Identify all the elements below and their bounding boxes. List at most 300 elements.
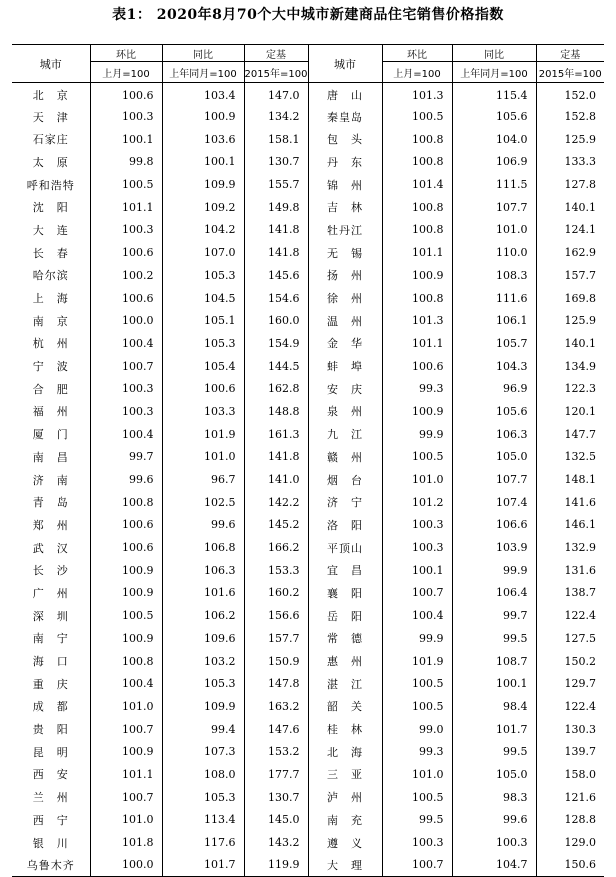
cell-yoy-left: 99.6 [162,514,244,537]
cell-base-right: 157.7 [536,264,604,287]
cell-base-right: 122.4 [536,604,604,627]
cell-base-right: 152.8 [536,105,604,128]
cell-city-left: 南 宁 [32,632,69,646]
cell-base-right: 150.2 [536,650,604,673]
cell-base-right: 140.1 [536,332,604,355]
cell-city-right: 桂 林 [308,718,382,741]
cell-base-right: 130.3 [536,718,604,741]
cell-yoy-right: 115.4 [452,83,536,106]
cell-city-right: 宜 昌 [308,559,382,582]
cell-yoy-right: 105.0 [452,763,536,786]
subheader-yoy-right: 上年同月=100 [452,62,536,83]
table-row [12,672,604,695]
table-row [12,423,604,446]
cell-city-left: 西 安 [32,768,69,782]
cell-yoy-right: 107.7 [452,468,536,491]
cell-yoy-right: 101.0 [452,219,536,242]
price-index-table [12,44,604,877]
cell-mom-left: 100.6 [90,83,162,106]
cell-city-right: 唐 山 [308,83,382,106]
cell-mom-right: 100.3 [382,514,452,537]
cell-yoy-right: 99.9 [452,559,536,582]
cell-mom-left: 99.8 [90,151,162,174]
cell-base-right: 125.9 [536,128,604,151]
table-row [12,695,604,718]
cell-mom-right: 99.3 [382,377,452,400]
cell-mom-right: 101.4 [382,173,452,196]
cell-yoy-right: 111.6 [452,287,536,310]
cell-mom-right: 100.8 [382,128,452,151]
table-row [12,468,604,491]
cell-mom-left: 100.3 [90,219,162,242]
cell-yoy-left: 103.4 [162,83,244,106]
cell-base-left: 130.7 [244,786,308,809]
cell-mom-left: 100.4 [90,672,162,695]
cell-mom-left: 100.6 [90,241,162,264]
cell-mom-right: 100.8 [382,151,452,174]
cell-base-right: 129.7 [536,672,604,695]
header-mom-left: 环比 [90,45,162,62]
cell-yoy-right: 98.3 [452,786,536,809]
cell-city-right: 丹 东 [308,151,382,174]
cell-mom-right: 100.5 [382,105,452,128]
table-row [12,559,604,582]
cell-city-left: 沈 阳 [32,201,69,215]
cell-city-right: 韶 关 [308,695,382,718]
cell-base-left: 154.9 [244,332,308,355]
subheader-base-right: 2015年=100 [536,62,604,83]
cell-base-left: 166.2 [244,536,308,559]
cell-yoy-left: 106.8 [162,536,244,559]
subheader-mom-left: 上月=100 [90,62,162,83]
cell-city-right: 大 理 [308,854,382,877]
cell-yoy-left: 103.3 [162,400,244,423]
table-row [12,196,604,219]
cell-base-right: 148.1 [536,468,604,491]
cell-city-right: 扬 州 [308,264,382,287]
cell-mom-left: 100.8 [90,650,162,673]
cell-base-left: 153.3 [244,559,308,582]
cell-mom-right: 101.0 [382,763,452,786]
cell-city-right: 安 庆 [308,377,382,400]
cell-city-left: 乌鲁木齐 [26,858,75,872]
cell-mom-right: 101.9 [382,650,452,673]
table-row [12,264,604,287]
table-header [12,45,604,83]
cell-mom-right: 101.3 [382,83,452,106]
cell-city-right: 蚌 埠 [308,355,382,378]
cell-base-left: 145.0 [244,809,308,832]
cell-base-left: 155.7 [244,173,308,196]
cell-city-right: 常 德 [308,627,382,650]
cell-yoy-right: 107.7 [452,196,536,219]
cell-base-left: 161.3 [244,423,308,446]
cell-base-right: 139.7 [536,740,604,763]
cell-yoy-left: 109.6 [162,627,244,650]
cell-base-left: 141.0 [244,468,308,491]
cell-mom-right: 99.0 [382,718,452,741]
cell-mom-left: 100.3 [90,105,162,128]
cell-base-left: 162.8 [244,377,308,400]
cell-yoy-left: 104.5 [162,287,244,310]
cell-city-right: 洛 阳 [308,514,382,537]
header-mom-right: 环比 [382,45,452,62]
cell-base-left: 157.7 [244,627,308,650]
cell-yoy-right: 108.3 [452,264,536,287]
cell-yoy-left: 103.6 [162,128,244,151]
cell-city-right: 包 头 [308,128,382,151]
cell-city-left: 济 南 [32,473,69,487]
table-row [12,763,604,786]
cell-city-right: 徐 州 [308,287,382,310]
cell-city-right: 秦皇岛 [308,105,382,128]
cell-yoy-left: 105.3 [162,264,244,287]
cell-mom-left: 100.3 [90,400,162,423]
cell-city-right: 岳 阳 [308,604,382,627]
cell-yoy-right: 107.4 [452,491,536,514]
cell-mom-right: 99.3 [382,740,452,763]
cell-city-left: 广 州 [32,586,69,600]
cell-mom-right: 101.1 [382,241,452,264]
header-base-left: 定基 [244,45,308,62]
cell-base-right: 127.8 [536,173,604,196]
cell-base-left: 163.2 [244,695,308,718]
cell-base-left: 156.6 [244,604,308,627]
cell-city-left: 郑 州 [32,518,69,532]
cell-mom-right: 99.9 [382,423,452,446]
table-row [12,355,604,378]
cell-city-left: 哈尔滨 [32,269,69,283]
cell-yoy-right: 106.1 [452,309,536,332]
table-row [12,332,604,355]
cell-city-right: 烟 台 [308,468,382,491]
cell-base-left: 160.0 [244,309,308,332]
cell-mom-left: 100.8 [90,491,162,514]
cell-city-left: 昆 明 [32,745,69,759]
cell-yoy-left: 107.3 [162,740,244,763]
cell-mom-left: 101.8 [90,831,162,854]
cell-yoy-left: 101.0 [162,446,244,469]
cell-mom-left: 100.0 [90,309,162,332]
cell-city-left: 杭 州 [32,337,69,351]
cell-yoy-left: 101.9 [162,423,244,446]
table-row [12,309,604,332]
cell-base-right: 162.9 [536,241,604,264]
cell-base-right: 140.1 [536,196,604,219]
cell-base-left: 144.5 [244,355,308,378]
cell-mom-left: 100.0 [90,854,162,877]
cell-mom-right: 101.2 [382,491,452,514]
cell-base-right: 169.8 [536,287,604,310]
cell-mom-right: 99.9 [382,627,452,650]
table-row [12,287,604,310]
cell-yoy-left: 108.0 [162,763,244,786]
cell-yoy-left: 107.0 [162,241,244,264]
cell-yoy-left: 100.1 [162,151,244,174]
cell-city-right: 南 充 [308,809,382,832]
table-row [12,582,604,605]
cell-mom-right: 100.5 [382,672,452,695]
cell-yoy-left: 109.9 [162,695,244,718]
cell-city-left: 武 汉 [32,541,69,555]
cell-base-right: 124.1 [536,219,604,242]
cell-yoy-left: 109.9 [162,173,244,196]
cell-base-right: 132.5 [536,446,604,469]
subheader-yoy-left: 上年同月=100 [162,62,244,83]
cell-base-left: 130.7 [244,151,308,174]
cell-base-left: 141.8 [244,241,308,264]
cell-city-left: 重 庆 [32,677,69,691]
cell-mom-right: 100.8 [382,287,452,310]
cell-base-left: 141.8 [244,446,308,469]
cell-yoy-right: 99.7 [452,604,536,627]
table-row [12,604,604,627]
cell-base-left: 149.8 [244,196,308,219]
cell-city-right: 吉 林 [308,196,382,219]
cell-mom-left: 100.5 [90,604,162,627]
cell-mom-left: 100.9 [90,627,162,650]
cell-yoy-right: 104.7 [452,854,536,877]
cell-city-left: 天 津 [32,110,69,124]
table-row [12,173,604,196]
cell-mom-left: 100.1 [90,128,162,151]
cell-city-left: 大 连 [32,223,69,237]
cell-yoy-right: 108.7 [452,650,536,673]
cell-mom-left: 100.3 [90,377,162,400]
cell-city-right: 襄 阳 [308,582,382,605]
cell-yoy-right: 110.0 [452,241,536,264]
cell-yoy-right: 104.0 [452,128,536,151]
cell-city-right: 泉 州 [308,400,382,423]
cell-mom-left: 100.7 [90,786,162,809]
table-row [12,219,604,242]
table-title: 表1： 2020年8月70个大中城市新建商品住宅销售价格指数 [112,7,504,23]
cell-base-right: 129.0 [536,831,604,854]
cell-mom-right: 101.3 [382,309,452,332]
cell-city-left: 深 圳 [32,609,69,623]
table-row [12,241,604,264]
cell-base-right: 152.0 [536,83,604,106]
cell-yoy-left: 102.5 [162,491,244,514]
table-row [12,718,604,741]
cell-yoy-left: 109.2 [162,196,244,219]
table-row [12,105,604,128]
cell-base-right: 132.9 [536,536,604,559]
cell-yoy-left: 103.2 [162,650,244,673]
cell-mom-left: 100.2 [90,264,162,287]
cell-mom-left: 100.9 [90,582,162,605]
cell-yoy-left: 105.3 [162,786,244,809]
cell-city-left: 太 原 [32,155,69,169]
cell-yoy-left: 117.6 [162,831,244,854]
cell-yoy-left: 100.9 [162,105,244,128]
cell-base-right: 122.4 [536,695,604,718]
cell-mom-right: 100.7 [382,582,452,605]
cell-base-right: 146.1 [536,514,604,537]
subheader-mom-right: 上月=100 [382,62,452,83]
table-row [12,740,604,763]
cell-city-left: 宁 波 [32,360,69,374]
cell-base-right: 131.6 [536,559,604,582]
cell-mom-left: 99.7 [90,446,162,469]
table-row [12,809,604,832]
cell-city-left: 长 春 [32,246,69,260]
cell-city-left: 厦 门 [32,428,69,442]
cell-yoy-right: 105.0 [452,446,536,469]
cell-mom-left: 101.1 [90,763,162,786]
table-row [12,627,604,650]
cell-yoy-right: 99.6 [452,809,536,832]
cell-city-right: 湛 江 [308,672,382,695]
table-row [12,446,604,469]
cell-city-left: 上 海 [32,292,69,306]
cell-yoy-right: 105.6 [452,105,536,128]
cell-city-right: 三 亚 [308,763,382,786]
cell-mom-left: 100.9 [90,559,162,582]
cell-yoy-left: 99.4 [162,718,244,741]
cell-city-left: 南 昌 [32,450,69,464]
cell-yoy-left: 105.4 [162,355,244,378]
cell-yoy-right: 106.4 [452,582,536,605]
cell-mom-right: 100.1 [382,559,452,582]
cell-mom-right: 100.4 [382,604,452,627]
cell-base-left: 153.2 [244,740,308,763]
table-row [12,854,604,877]
cell-mom-right: 100.8 [382,196,452,219]
cell-base-right: 158.0 [536,763,604,786]
cell-yoy-left: 105.3 [162,332,244,355]
cell-city-right: 金 华 [308,332,382,355]
cell-mom-left: 100.6 [90,287,162,310]
cell-yoy-left: 105.3 [162,672,244,695]
cell-yoy-right: 103.9 [452,536,536,559]
cell-yoy-right: 104.3 [452,355,536,378]
cell-mom-right: 99.5 [382,809,452,832]
subheader-base-left: 2015年=100 [244,62,308,83]
cell-yoy-left: 100.6 [162,377,244,400]
cell-yoy-right: 96.9 [452,377,536,400]
header-city-right: 城市 [308,45,382,83]
table-row [12,786,604,809]
cell-base-left: 145.2 [244,514,308,537]
cell-city-left: 北 京 [32,89,69,103]
cell-city-left: 海 口 [32,655,69,669]
cell-base-right: 134.9 [536,355,604,378]
table-row [12,536,604,559]
cell-mom-left: 100.6 [90,536,162,559]
cell-city-left: 长 沙 [32,564,69,578]
cell-mom-left: 100.7 [90,718,162,741]
table-row [12,377,604,400]
cell-yoy-right: 100.1 [452,672,536,695]
cell-city-right: 牡丹江 [308,219,382,242]
cell-mom-left: 100.7 [90,355,162,378]
cell-city-left: 贵 阳 [32,723,69,737]
cell-yoy-right: 100.3 [452,831,536,854]
cell-city-left: 石家庄 [32,133,69,147]
cell-city-left: 西 宁 [32,813,69,827]
cell-base-right: 120.1 [536,400,604,423]
cell-mom-right: 100.7 [382,854,452,877]
cell-city-left: 呼和浩特 [26,178,75,192]
cell-base-left: 154.6 [244,287,308,310]
cell-mom-right: 100.6 [382,355,452,378]
cell-base-right: 121.6 [536,786,604,809]
cell-base-left: 147.0 [244,83,308,106]
cell-base-right: 138.7 [536,582,604,605]
cell-city-right: 无 锡 [308,241,382,264]
cell-yoy-right: 101.7 [452,718,536,741]
cell-yoy-right: 106.9 [452,151,536,174]
cell-city-left: 青 岛 [32,496,69,510]
cell-yoy-left: 113.4 [162,809,244,832]
cell-base-left: 147.6 [244,718,308,741]
cell-base-left: 158.1 [244,128,308,151]
cell-mom-left: 100.5 [90,173,162,196]
header-city-left: 城市 [39,57,62,71]
cell-city-right: 九 江 [308,423,382,446]
cell-base-left: 134.2 [244,105,308,128]
cell-base-left: 141.8 [244,219,308,242]
header-yoy-left: 同比 [162,45,244,62]
cell-mom-left: 101.0 [90,809,162,832]
cell-yoy-right: 106.3 [452,423,536,446]
table-row [12,650,604,673]
cell-city-right: 济 宁 [308,491,382,514]
cell-city-right: 泸 州 [308,786,382,809]
cell-base-left: 150.9 [244,650,308,673]
cell-base-right: 147.7 [536,423,604,446]
cell-mom-right: 100.5 [382,695,452,718]
table-row [12,151,604,174]
cell-base-left: 143.2 [244,831,308,854]
cell-base-left: 119.9 [244,854,308,877]
cell-city-right: 锦 州 [308,173,382,196]
table-row [12,83,604,106]
cell-base-left: 177.7 [244,763,308,786]
cell-mom-left: 100.6 [90,514,162,537]
cell-mom-left: 101.1 [90,196,162,219]
cell-base-right: 133.3 [536,151,604,174]
cell-mom-right: 100.8 [382,219,452,242]
cell-base-left: 142.2 [244,491,308,514]
cell-mom-right: 101.1 [382,332,452,355]
cell-base-right: 150.6 [536,854,604,877]
table-body [12,83,604,877]
cell-yoy-right: 98.4 [452,695,536,718]
cell-mom-left: 100.9 [90,740,162,763]
table-row [12,400,604,423]
cell-city-right: 遵 义 [308,831,382,854]
cell-city-right: 惠 州 [308,650,382,673]
cell-mom-right: 100.3 [382,536,452,559]
table-row [12,831,604,854]
cell-city-left: 兰 州 [32,791,69,805]
cell-city-right: 温 州 [308,309,382,332]
cell-yoy-left: 106.2 [162,604,244,627]
cell-base-left: 148.8 [244,400,308,423]
cell-yoy-left: 96.7 [162,468,244,491]
cell-mom-left: 101.0 [90,695,162,718]
cell-mom-left: 100.4 [90,423,162,446]
cell-yoy-right: 111.5 [452,173,536,196]
table-row [12,128,604,151]
cell-base-left: 145.6 [244,264,308,287]
cell-base-right: 127.5 [536,627,604,650]
cell-base-right: 125.9 [536,309,604,332]
table-row [12,491,604,514]
cell-yoy-left: 104.2 [162,219,244,242]
